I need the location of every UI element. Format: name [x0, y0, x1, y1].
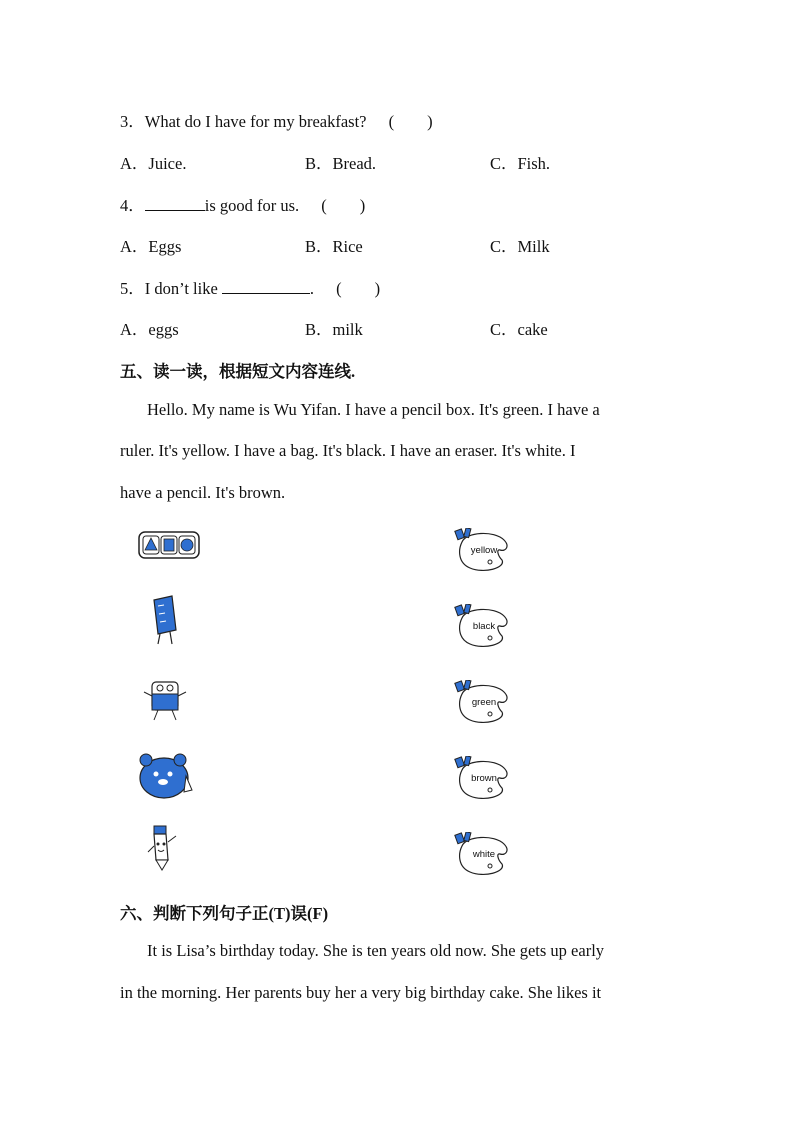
answer-blank[interactable]	[145, 196, 205, 211]
option-b: B．Rice	[305, 237, 363, 256]
palette-icon[interactable]	[454, 604, 514, 650]
option-b: B．Bread.	[305, 154, 377, 173]
eraser-icon[interactable]	[140, 674, 190, 727]
color-label: brown	[471, 773, 497, 784]
answer-paren[interactable]: ( )	[321, 196, 366, 215]
passage-line: have a pencil. It's brown.	[120, 483, 286, 502]
option-a: A．eggs	[120, 320, 179, 339]
section-5-heading: 五、读一读，根据短文内容连线.	[120, 362, 356, 381]
question-3	[120, 108, 433, 132]
pencil-box-icon[interactable]	[137, 528, 201, 567]
color-label: black	[472, 621, 496, 632]
option-b: B．milk	[305, 320, 363, 339]
question-3-stem: 3．What do I have for my breakfast?	[120, 112, 367, 131]
color-label: yellow	[470, 545, 498, 556]
option-a: A．Eggs	[120, 237, 182, 256]
palette-icon[interactable]	[454, 680, 514, 726]
question-5	[120, 275, 380, 299]
palette-icon[interactable]	[454, 832, 514, 878]
bag-icon[interactable]	[136, 750, 194, 807]
palette-icon[interactable]	[454, 528, 514, 574]
passage-line: in the morning. Her parents buy her a very big birthday cake. She likes it	[120, 983, 602, 1002]
question-4-number: 4．	[120, 196, 145, 215]
ruler-icon[interactable]	[146, 594, 182, 651]
color-label: green	[471, 697, 497, 708]
section-6-heading: 六、判断下列句子正(T)误(F)	[120, 904, 329, 923]
question-4-stem: is good for us.	[204, 196, 300, 215]
palette-icon[interactable]	[454, 756, 514, 802]
answer-paren[interactable]: ( )	[388, 112, 433, 131]
answer-paren[interactable]: ( )	[336, 279, 381, 298]
question-5-period: .	[309, 279, 315, 298]
option-a: A．Juice.	[120, 154, 187, 173]
passage-line: It is Lisa’s birthday today. She is ten years old now. She gets up early	[147, 941, 605, 960]
color-label: white	[472, 849, 496, 860]
option-c: C．Milk	[490, 237, 550, 256]
pencil-icon[interactable]	[144, 824, 184, 881]
passage-line: Hello. My name is Wu Yifan. I have a pencil box. It's green. I have a	[147, 400, 600, 419]
option-c: C．cake	[490, 320, 548, 339]
answer-blank[interactable]	[222, 279, 310, 294]
question-4	[120, 192, 365, 216]
question-5-stem: 5．I don’t like	[120, 279, 218, 298]
option-c: C．Fish.	[490, 154, 551, 173]
passage-line: ruler. It's yellow. I have a bag. It's black. I have an eraser. It's white. I	[120, 441, 576, 460]
